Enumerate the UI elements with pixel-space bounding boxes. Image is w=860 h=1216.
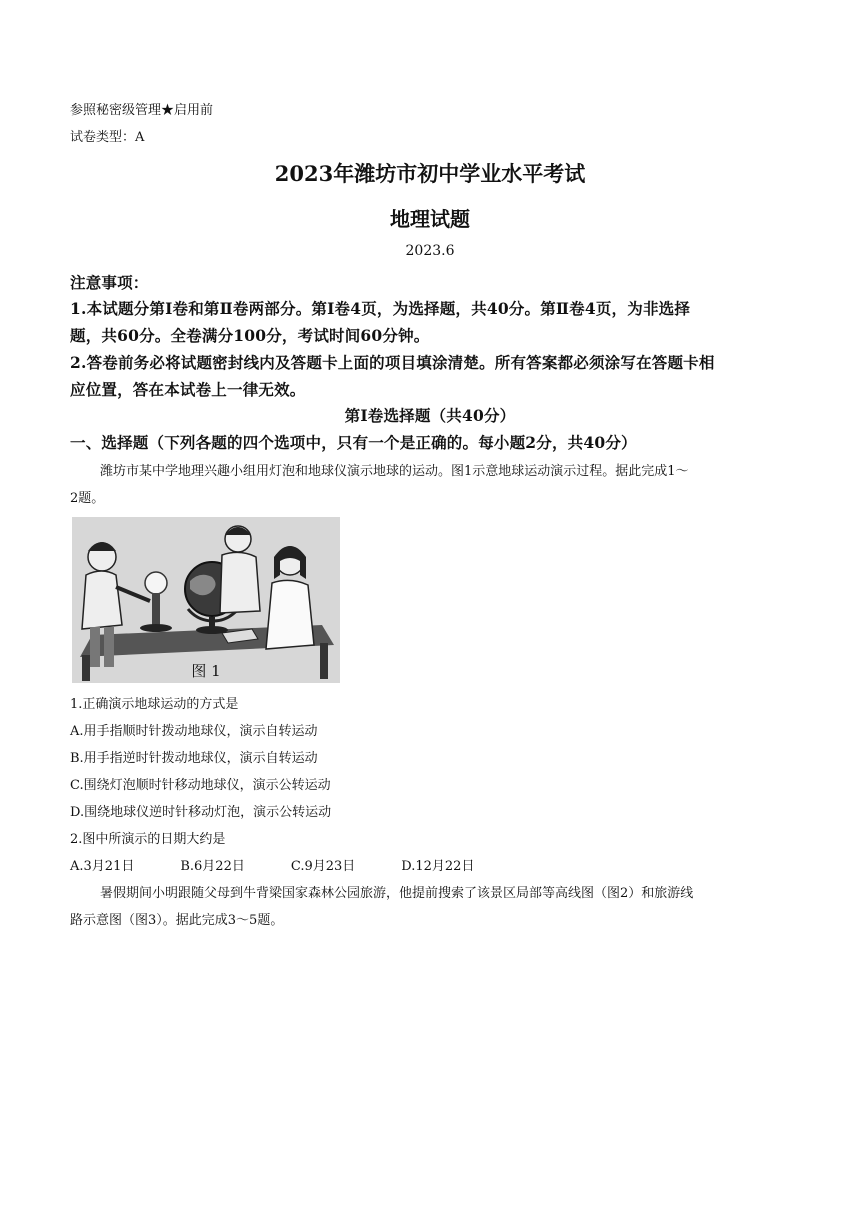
- q2-option-b: B.6月22日: [180, 859, 245, 874]
- q1-option-c: C.围绕灯泡顺时针移动地球仪，演示公转运动: [70, 778, 331, 793]
- confidential-label: 参照秘密级管理★启用前: [70, 103, 214, 118]
- q2-options: [70, 855, 520, 874]
- q2-option-c: C.9月23日: [290, 859, 356, 874]
- q2-stem: 2.图中所演示的日期大约是: [70, 832, 226, 847]
- notice-item2-line1: 2.答卷前务必将试题密封线内及答题卡上面的项目填涂清楚。所有答案都必须涂写在答题卡相: [70, 353, 715, 372]
- passage2-line1: 暑假期间小明跟随父母到牛背梁国家森林公园旅游，他提前搜索了该景区局部等高线图（图2）和旅游线: [100, 886, 694, 901]
- notice-item1-line1: 1.本试题分第Ⅰ卷和第Ⅱ卷两部分。第Ⅰ卷4页，为选择题，共40分。第Ⅱ卷4页，为非选择: [70, 299, 691, 318]
- q1-option-a: A.用手指顺时针拨动地球仪，演示自转运动: [70, 724, 318, 739]
- exam-subject: 地理试题: [390, 207, 470, 231]
- earth-demo-illustration: [72, 517, 340, 683]
- paper-type-label: 试卷类型：A: [70, 130, 145, 145]
- q1-option-b: B.用手指逆时针拨动地球仪，演示自转运动: [70, 751, 318, 766]
- q1-stem: 1.正确演示地球运动的方式是: [70, 697, 239, 712]
- section-heading: 一、选择题（下列各题的四个选项中，只有一个是正确的。每小题2分，共40分）: [70, 433, 637, 452]
- figure-1-illustration: [72, 517, 340, 683]
- notice-heading: 注意事项：: [70, 273, 149, 292]
- passage2-line2: 路示意图（图3）。据此完成3～5题。: [70, 913, 284, 928]
- intro-line2: 2题。: [70, 491, 105, 506]
- q2-option-a: A.3月21日: [70, 859, 135, 874]
- q2-option-d: D.12月22日: [401, 859, 475, 874]
- figure-1-caption: 图 1: [191, 662, 221, 680]
- exam-title: 2023年潍坊市初中学业水平考试: [274, 161, 586, 186]
- notice-item2-line2: 应位置，答在本试卷上一律无效。: [70, 380, 306, 399]
- notice-item1-line2: 题，共60分。全卷满分100分，考试时间60分钟。: [70, 326, 430, 345]
- intro-line1: 潍坊市某中学地理兴趣小组用灯泡和地球仪演示地球的运动。图1示意地球运动演示过程。据此完成1～: [100, 464, 689, 479]
- q1-option-d: D.围绕地球仪逆时针移动灯泡，演示公转运动: [70, 805, 332, 820]
- exam-date: 2023.6: [405, 243, 455, 259]
- part1-heading: 第Ⅰ卷选择题（共40分）: [344, 406, 516, 425]
